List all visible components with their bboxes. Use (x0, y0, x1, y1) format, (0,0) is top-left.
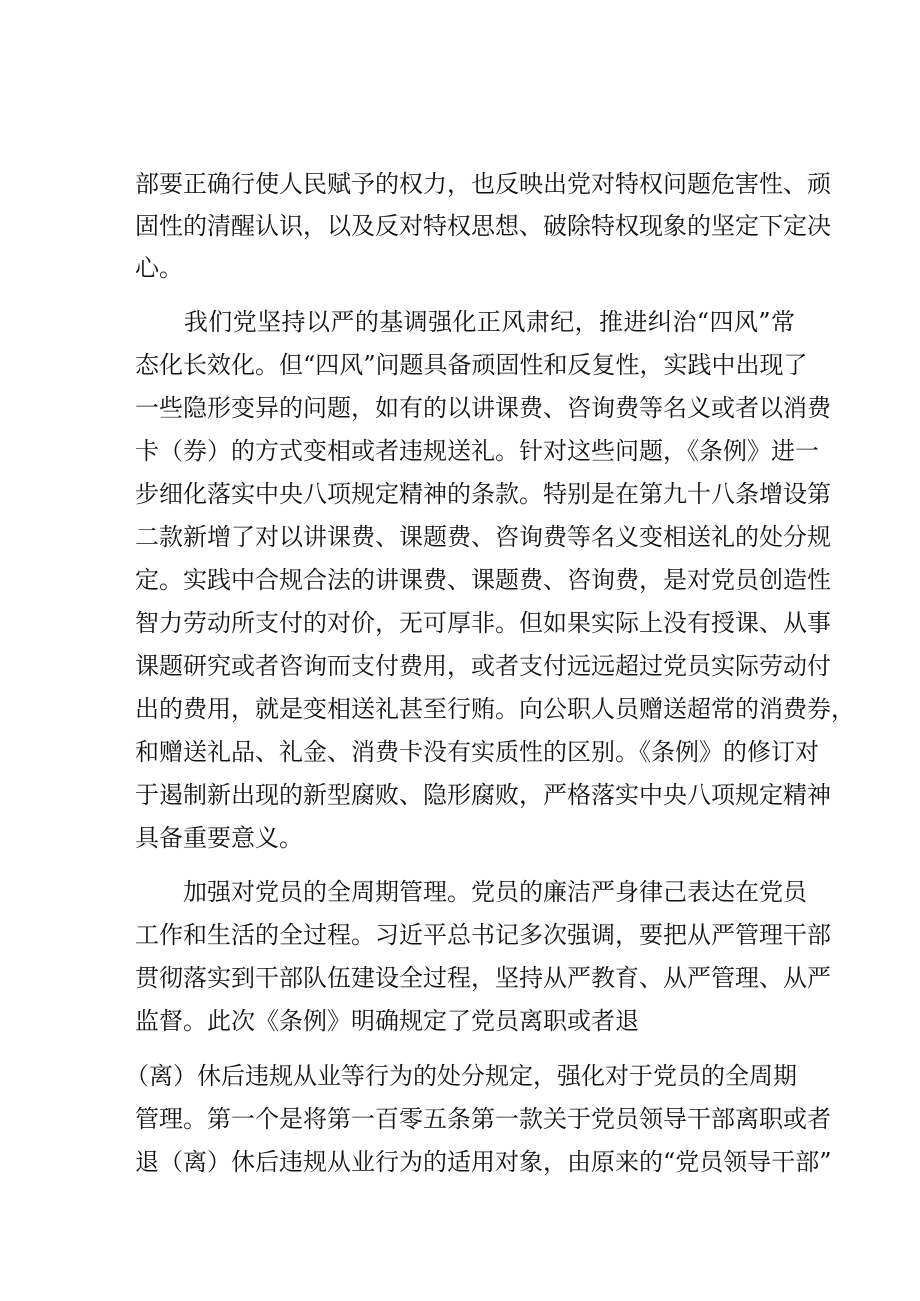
text-line: 出的费用，就是变相送礼甚至行贿。向公职人员赠送超常的消费券， (135, 695, 855, 723)
text-line: 卡（券）的方式变相或者违规送礼。针对这些问题，《条例》进一 (135, 437, 819, 465)
text-line: 于遏制新出现的新型腐败、隐形腐败，严格落实中央八项规定精神 (135, 781, 831, 809)
text-line: 贯彻落实到干部队伍建设全过程，坚持从严教育、从严管理、从严 (135, 964, 831, 992)
text-line: 具备重要意义。 (135, 824, 303, 852)
text-line: 定。实践中合规合法的讲课费、课题费、咨询费，是对党员创造性 (135, 566, 831, 594)
text-line: 一些隐形变异的问题，如有的以讲课费、咨询费等名义或者以消费 (135, 394, 831, 422)
text-line: 步细化落实中央八项规定精神的条款。特别是在第九十八条增设第 (135, 480, 831, 508)
text-line: 工作和生活的全过程。习近平总书记多次强调，要把从严管理干部 (135, 921, 831, 949)
text-line: （离）休后违规从业等行为的处分规定，强化对于党员的全周期 (125, 1062, 797, 1090)
text-line: 智力劳动所支付的对价，无可厚非。但如果实际上没有授课、从事 (135, 609, 831, 637)
text-line: 管理。第一个是将第一百零五条第一款关于党员领导干部离职或者 (135, 1105, 831, 1133)
text-line: 固性的清醒认识，以及反对特权思想、破除特权现象的坚定下定决 (135, 212, 831, 240)
text-line: 心。 (135, 254, 183, 282)
text-line: 部要正确行使人民赋予的权力，也反映出党对特权问题危害性、顽 (135, 170, 831, 198)
text-line: 态化长效化。但“四风”问题具备顽固性和反复性，实践中出现了 (135, 351, 808, 379)
text-line: 课题研究或者咨询而支付费用，或者支付远远超过党员实际劳动付 (135, 652, 831, 680)
text-line: 监督。此次《条例》明确规定了党员离职或者退 (135, 1007, 639, 1035)
text-line: 退（离）休后违规从业行为的适用对象，由原来的“党员领导干部” (135, 1148, 832, 1176)
text-line: 我们党坚持以严的基调强化正风肃纪，推进纠治“四风”常 (135, 308, 795, 336)
text-line: 二款新增了对以讲课费、课题费、咨询费等名义变相送礼的处分规 (135, 523, 831, 551)
text-line: 和赠送礼品、礼金、消费卡没有实质性的区别。《条例》的修订对 (135, 738, 819, 766)
text-line: 加强对党员的全周期管理。党员的廉洁严身律己表达在党员 (135, 878, 807, 906)
